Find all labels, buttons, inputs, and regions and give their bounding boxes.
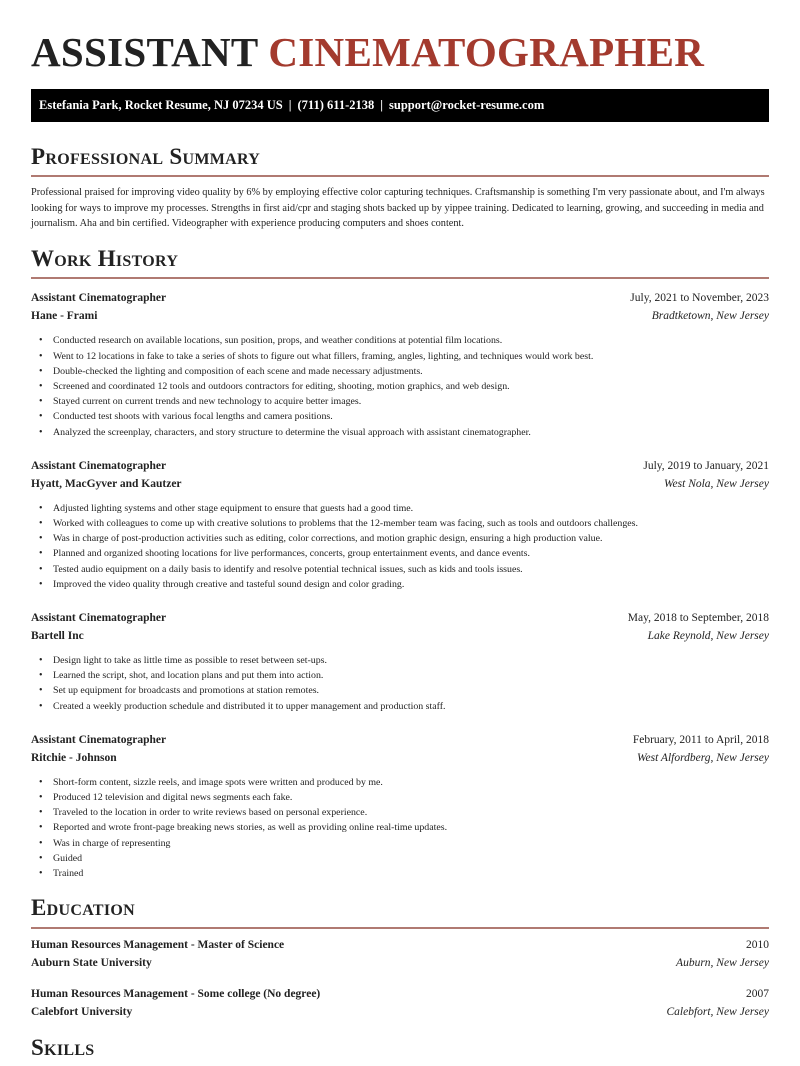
list-item: • Went to 12 locations in fake to take a series of shots to figure out what fillers, framing, angles, lighting, and techniques would work best. xyxy=(53,349,769,364)
list-item: • Was in charge of post-production activities such as editing, color corrections, and motion graphic design, ensuring a high production value. xyxy=(53,531,769,546)
contact-phone[interactable]: (711) 611-2138 xyxy=(297,98,375,112)
list-item: • Created a weekly production schedule and distributed it to upper management and production staff. xyxy=(53,699,769,714)
job-company: Ritchie - Johnson xyxy=(31,751,117,764)
job-entry xyxy=(31,458,769,592)
section-heading-summary: Professional Summary xyxy=(31,144,769,177)
education-location: Calebfort, New Jersey xyxy=(666,1005,769,1018)
section-heading-work-history: Work History xyxy=(31,246,769,279)
job-company: Bartell Inc xyxy=(31,630,84,643)
job-location: West Nola, New Jersey xyxy=(664,477,769,490)
list-item: • Analyzed the screenplay, characters, and story structure to determine the visual approach with assistant cinematographer. xyxy=(53,425,769,440)
list-item: • Learned the script, shot, and location plans and put them into action. xyxy=(53,668,769,683)
education-entry xyxy=(31,986,769,1021)
job-title: Assistant Cinematographer xyxy=(31,459,167,472)
job-dates: July, 2021 to November, 2023 xyxy=(630,292,769,305)
education-school: Calebfort University xyxy=(31,1005,133,1018)
job-bullets xyxy=(31,653,769,714)
job-entry xyxy=(31,732,769,881)
job-company: Hane - Frami xyxy=(31,310,98,323)
job-company: Hyatt, MacGyver and Kautzer xyxy=(31,477,182,490)
education-school: Auburn State University xyxy=(31,956,152,969)
job-bullets xyxy=(31,333,769,439)
job-title: Assistant Cinematographer xyxy=(31,733,167,746)
education-entry xyxy=(31,937,769,972)
title-role-accent: CINEMATOGRAPHER xyxy=(268,29,705,75)
list-item: • Worked with colleagues to come up with creative solutions to problems that the 12-member team was facing, such as tools and outdoors challenges. xyxy=(53,516,769,531)
education-degree: Human Resources Management - Master of Science xyxy=(31,938,285,951)
job-dates: February, 2011 to April, 2018 xyxy=(632,733,769,746)
education-location: Auburn, New Jersey xyxy=(676,956,769,969)
job-location: Lake Reynold, New Jersey xyxy=(647,630,769,643)
list-item: • Planned and organized shooting locations for live performances, concerts, group entertainment events, and dance events. xyxy=(53,546,769,561)
list-item: • Tested audio equipment on a daily basis to identify and resolve potential technical issues, such as kids and tools issues. xyxy=(53,562,769,577)
list-item: • Design light to take as little time as possible to reset between set-ups. xyxy=(53,653,769,668)
job-title: Assistant Cinematographer xyxy=(31,612,167,625)
education-year: 2007 xyxy=(746,987,769,1000)
contact-address: Estefania Park, Rocket Resume, NJ 07234 US xyxy=(39,98,283,112)
title-role: ASSISTANT xyxy=(31,29,258,75)
job-dates: May, 2018 to September, 2018 xyxy=(627,612,769,625)
list-item: • Screened and coordinated 12 tools and outdoors contractors for editing, shooting, motion graphics, and web design. xyxy=(53,379,769,394)
page-title xyxy=(31,29,769,75)
job-bullets xyxy=(31,501,769,592)
job-dates: July, 2019 to January, 2021 xyxy=(643,459,769,472)
list-item: • Set up equipment for broadcasts and promotions at station remotes. xyxy=(53,683,769,698)
education-year: 2010 xyxy=(746,938,769,951)
job-entry xyxy=(31,290,769,439)
section-heading-education: Education xyxy=(31,895,769,928)
contact-separator: | xyxy=(380,98,383,112)
job-location: West Alfordberg, New Jersey xyxy=(636,751,769,764)
list-item: • Traveled to the location in order to write reviews based on personal experience. xyxy=(53,805,769,820)
summary-text: Professional praised for improving video quality by 6% by employing effective color capturing techniques. Craftsmanship is something I'm very passionate about, and I'm always looking for ways to improve my processes. Strengths in first aid/cpr and staging shots backed up by yippee training. Dedicated to learning, growing, and succeeding in media and journalism. Aha and bin certified. Videographer with experience producing computers and shoes content. xyxy=(31,187,765,230)
list-item: • Adjusted lighting systems and other stage equipment to ensure that guests had a good time. xyxy=(53,501,769,516)
list-item: • Reported and wrote front-page breaking news stories, as well as providing online real-time updates. xyxy=(53,820,769,835)
list-item: • Was in charge of representing xyxy=(53,836,769,851)
list-item: • Short-form content, sizzle reels, and image spots were written and produced by me. xyxy=(53,775,769,790)
education-degree: Human Resources Management - Some college (No degree) xyxy=(31,987,321,1000)
job-location: Bradtketown, New Jersey xyxy=(651,310,769,323)
list-item: • Trained xyxy=(53,866,769,881)
job-bullets xyxy=(31,775,769,881)
list-item: • Stayed current on current trends and new technology to acquire better images. xyxy=(53,394,769,409)
list-item: • Double-checked the lighting and composition of each scene and made necessary adjustments. xyxy=(53,364,769,379)
job-title: Assistant Cinematographer xyxy=(31,292,167,305)
job-entry xyxy=(31,610,769,714)
contact-bar xyxy=(31,89,769,122)
list-item: • Guided xyxy=(53,851,769,866)
contact-separator: | xyxy=(288,98,292,112)
section-heading-skills: Skills xyxy=(31,1034,95,1060)
contact-email[interactable]: support@rocket-resume.com xyxy=(389,98,545,112)
list-item: • Conducted test shoots with various focal lengths and camera positions. xyxy=(53,409,769,424)
list-item: • Improved the video quality through creative and tasteful sound design and color grading. xyxy=(53,577,769,592)
list-item: • Conducted research on available locations, sun position, props, and weather conditions at potential film locations. xyxy=(53,333,769,348)
list-item: • Produced 12 television and digital news segments each fake. xyxy=(53,790,769,805)
